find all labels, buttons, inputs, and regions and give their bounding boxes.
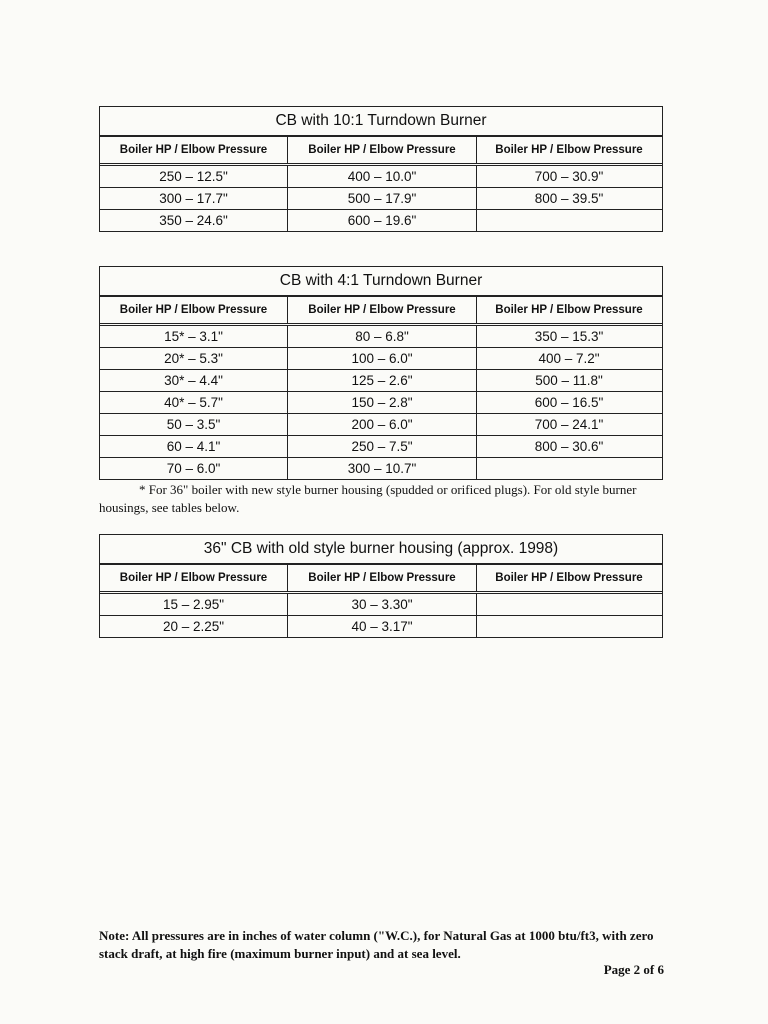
table-title: 36" CB with old style burner housing (approx. 1998) (100, 535, 662, 565)
table-cell: 80 – 6.8" (288, 326, 477, 347)
table-cell: 600 – 16.5" (534, 395, 604, 410)
table-row (100, 616, 662, 637)
table-cell: 40 – 3.17" (288, 616, 477, 637)
column-header: Boiler HP / Elbow Pressure (100, 137, 288, 163)
table-row (100, 414, 662, 436)
table-header-row (100, 565, 662, 594)
table-cell: 100 – 6.0" (288, 348, 477, 369)
table-cell: 150 – 2.8" (288, 392, 477, 413)
column-header: Boiler HP / Elbow Pressure (288, 297, 477, 323)
table-cell: 70 – 6.0" (100, 458, 288, 479)
column-header: Boiler HP / Elbow Pressure (495, 572, 643, 584)
table-cell: 125 – 2.6" (288, 370, 477, 391)
table-row (100, 348, 662, 370)
footnote: * For 36" boiler with new style burner housing (spudded or orificed plugs). For old style burner housings, see tables below. (99, 482, 637, 515)
column-header: Boiler HP / Elbow Pressure (288, 137, 477, 163)
table-cell (477, 210, 661, 231)
table-title: CB with 4:1 Turndown Burner (100, 267, 662, 297)
table-row (100, 188, 662, 210)
table-cell: 600 – 19.6" (288, 210, 477, 231)
table-cell: 40* – 5.7" (100, 392, 288, 413)
table-cell: 700 – 24.1" (534, 417, 604, 432)
table-cell: 500 – 17.9" (288, 188, 477, 209)
table-10-1-turndown (99, 106, 663, 232)
table-cell: 15* – 3.1" (100, 326, 288, 347)
column-header: Boiler HP / Elbow Pressure (288, 565, 477, 591)
table-cell (477, 594, 661, 615)
table-row (100, 370, 662, 392)
table-row (100, 594, 662, 616)
table-header-row (100, 137, 662, 166)
column-header: Boiler HP / Elbow Pressure (100, 565, 288, 591)
table-cell: 50 – 3.5" (100, 414, 288, 435)
table-cell: 500 – 11.8" (535, 373, 603, 388)
table-cell: 350 – 24.6" (100, 210, 288, 231)
table-cell: 15 – 2.95" (100, 594, 288, 615)
table-cell: 300 – 10.7" (288, 458, 477, 479)
table-cell: 250 – 12.5" (100, 166, 288, 187)
table-cell: 800 – 30.6" (534, 439, 604, 454)
page-number: Page 2 of 6 (603, 962, 664, 977)
column-header: Boiler HP / Elbow Pressure (495, 144, 643, 156)
table-4-1-turndown (99, 266, 663, 480)
table-header-row (100, 297, 662, 326)
table-cell: 30* – 4.4" (100, 370, 288, 391)
table-cell: 700 – 30.9" (534, 169, 604, 184)
table-row (100, 458, 662, 479)
table-cell: 800 – 39.5" (534, 191, 604, 206)
table-cell: 400 – 10.0" (288, 166, 477, 187)
table-cell: 250 – 7.5" (288, 436, 477, 457)
table-cell: 20* – 5.3" (100, 348, 288, 369)
table-cell: 20 – 2.25" (100, 616, 288, 637)
table-row (100, 436, 662, 458)
table-cell: 200 – 6.0" (288, 414, 477, 435)
table-cell: 300 – 17.7" (100, 188, 288, 209)
table-36-old-style (99, 534, 663, 638)
table-row (100, 326, 662, 348)
column-header: Boiler HP / Elbow Pressure (495, 304, 643, 316)
table-cell: 60 – 4.1" (100, 436, 288, 457)
column-header: Boiler HP / Elbow Pressure (100, 297, 288, 323)
table-row (100, 210, 662, 231)
table-cell: 350 – 15.3" (534, 329, 604, 344)
table-cell (477, 616, 661, 637)
table-row (100, 392, 662, 414)
table-row (100, 166, 662, 188)
table-title: CB with 10:1 Turndown Burner (100, 107, 662, 137)
table-cell: 30 – 3.30" (288, 594, 477, 615)
pressure-note: Note: All pressures are in inches of water column ("W.C.), for Natural Gas at 1000 btu/ft3, with zero stack draft, at high fire (maximum burner input) and at sea level. (99, 928, 654, 961)
table-cell: 400 – 7.2" (538, 351, 600, 366)
table-cell (477, 458, 661, 479)
